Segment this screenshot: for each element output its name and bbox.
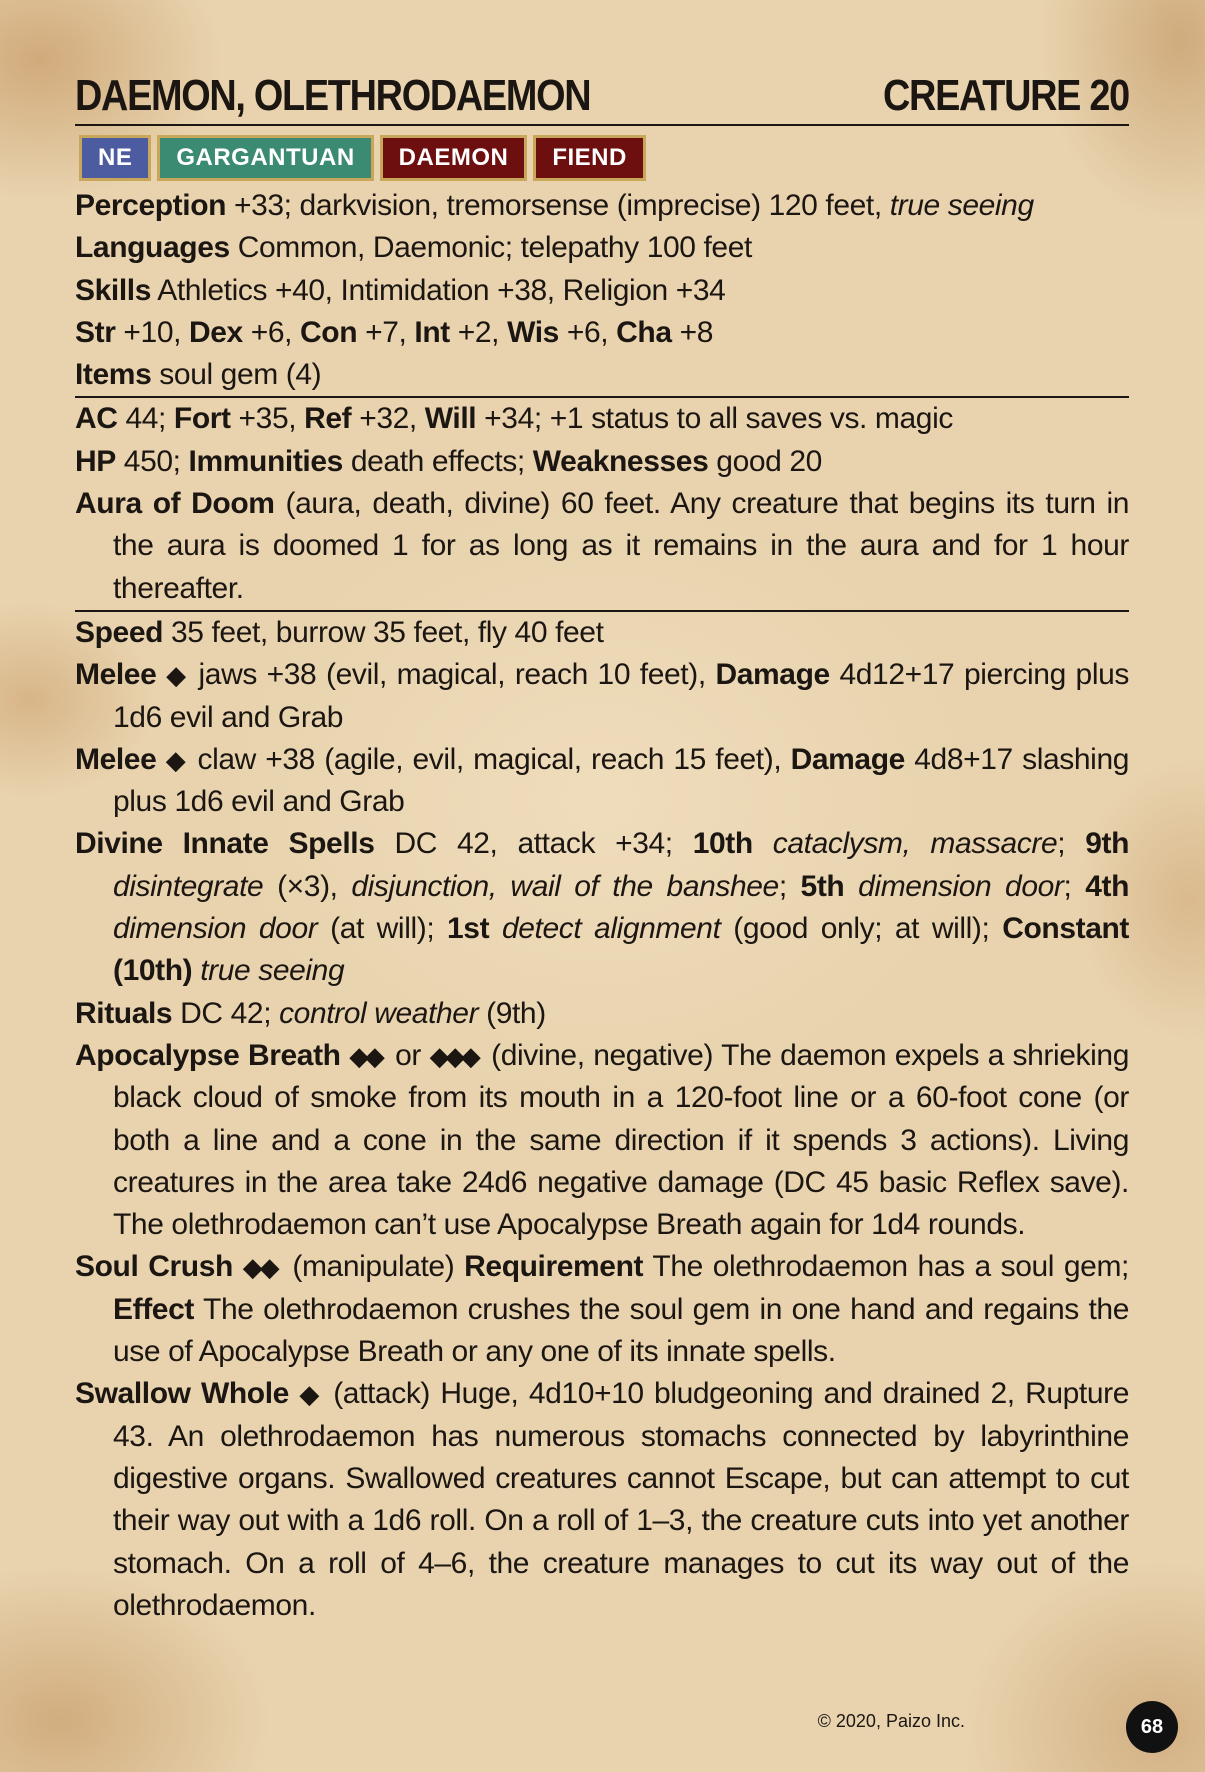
will-value: +34; +1 status to all saves vs. magic <box>476 402 953 436</box>
two-action-icon: ◆◆ <box>242 1252 277 1283</box>
three-action-icon: ◆◆◆ <box>429 1040 477 1071</box>
innate-spells <box>75 823 1129 992</box>
spell-rank: Constant (10th) <box>113 912 1129 988</box>
speed-text: 35 feet, burrow 35 feet, fly 40 feet <box>163 615 604 649</box>
immunities-label: Immunities <box>188 444 343 478</box>
perception-line <box>75 185 1129 227</box>
melee-claw <box>75 739 1129 824</box>
defenses-line <box>75 398 1129 440</box>
copyright-notice: © 2020, Paizo Inc. <box>817 1711 965 1731</box>
ability-name: Swallow Whole <box>75 1377 289 1411</box>
ref-label: Ref <box>304 402 352 436</box>
damage-text: 4d8+17 slashing plus 1d6 evil and Grab <box>113 742 1130 819</box>
single-action-icon: ◆ <box>299 1379 317 1410</box>
weaknesses-value: good 20 <box>708 444 822 478</box>
spell-separator: ; <box>1063 869 1086 903</box>
ability-value: +7, <box>357 315 415 349</box>
items-line <box>75 354 1129 396</box>
soul-crush <box>75 1246 1129 1373</box>
ability-text: (divine, negative) The daemon expels a shrieking black cloud of smoke from its mouth in a 120-foot line or a 60-foot cone (or both a line and a cone in the same direction if it spends 3 actions). Living creatures in the area take 24d6 negative damage (DC 45 basic Reflex save). The olethrodaemon can’t use Apocalypse Breath again for 1d4 rounds. <box>113 1038 1129 1242</box>
spell-list: true seeing <box>200 954 345 988</box>
swallow-whole <box>75 1373 1129 1627</box>
ability-label: Int <box>414 315 450 349</box>
melee-jaws <box>75 654 1129 739</box>
ac-label: AC <box>75 402 118 436</box>
ac-value: 44; <box>117 402 174 436</box>
ability-name: Soul Crush <box>75 1250 233 1284</box>
trait-size-badge: GARGANTUAN <box>157 135 373 181</box>
fort-value: +35, <box>230 402 305 436</box>
skills-label: Skills <box>75 273 151 307</box>
spells-intro: DC 42, attack +34; <box>374 827 693 861</box>
ability-label: Str <box>75 315 116 349</box>
immunities-value: death effects; <box>342 444 533 478</box>
creature-level: CREATURE 20 <box>883 71 1129 120</box>
title-row <box>75 70 1129 126</box>
ritual-name: control weather <box>279 996 479 1030</box>
two-action-icon: ◆◆ <box>349 1040 381 1071</box>
effect-text: The olethrodaemon crushes the soul gem in one hand and regains the use of Apocalypse Breath or any one of its innate spells. <box>113 1292 1129 1369</box>
weaknesses-label: Weaknesses <box>532 444 709 478</box>
ability-label: Dex <box>188 315 243 349</box>
damage-text: 4d12+17 piercing plus 1d6 evil and Grab <box>113 658 1129 734</box>
damage-label: Damage <box>790 742 905 776</box>
spell-separator: (at will); <box>317 912 448 946</box>
items-label: Items <box>75 358 152 392</box>
ability-label: Cha <box>616 315 672 349</box>
rituals-line <box>75 993 1129 1035</box>
ability-scores-line <box>75 312 1129 354</box>
items-text: soul gem (4) <box>151 358 322 392</box>
speed-label: Speed <box>75 615 164 649</box>
effect-label: Effect <box>113 1292 194 1326</box>
melee-text: jaws +38 (evil, magical, reach 10 feet), <box>188 658 716 692</box>
ability-value: +6, <box>242 315 301 349</box>
ability-value: +8 <box>671 315 713 349</box>
languages-label: Languages <box>75 231 230 265</box>
ref-value: +32, <box>351 402 425 436</box>
spell-list: detect alignment <box>501 912 721 946</box>
damage-label: Damage <box>715 658 830 692</box>
spell-separator: (good only; at will); <box>720 912 1003 946</box>
ability-value: +6, <box>558 315 617 349</box>
ability-text: (attack) Huge, 4d10+10 bludgeoning and drained 2, Rupture 43. An olethrodaemon has numerous stomachs connected by labyrinthine digestive organs. Swallowed creatures cannot Escape, but can attempt to cut their way out with a 1d6 roll. On a roll of 1–3, the creature cuts into yet another stomach. On a roll of 4–6, the creature manages to cut its way out of the olethrodaemon. <box>113 1377 1129 1622</box>
hp-label: HP <box>75 444 116 478</box>
spell-rank: 4th <box>1085 869 1130 903</box>
skills-text: Athletics +40, Intimidation +38, Religion +34 <box>150 273 726 307</box>
ability-value: +2, <box>449 315 508 349</box>
ability-text: (manipulate) <box>282 1250 465 1284</box>
ability-label: Con <box>300 315 358 349</box>
melee-text: claw +38 (agile, evil, magical, reach 15 feet), <box>188 742 791 776</box>
rituals-text: DC 42; <box>172 996 280 1030</box>
perception-text: +33; darkvision, tremorsense (imprecise) 120 feet, <box>226 189 890 222</box>
spell-list: disjunction, wail of the banshee <box>351 869 779 903</box>
stat-block <box>75 70 1129 1627</box>
perception-label: Perception <box>75 189 227 222</box>
spell-rank: 1st <box>447 912 490 946</box>
spell-rank: 10th <box>692 827 753 861</box>
trait-list <box>79 135 1129 181</box>
trait-alignment-badge: NE <box>79 135 151 181</box>
rituals-label: Rituals <box>75 996 173 1030</box>
languages-text: Common, Daemonic; telepathy 100 feet <box>229 231 752 265</box>
hp-line <box>75 441 1129 483</box>
spell-list: cataclysm, massacre <box>772 827 1058 861</box>
spell-rank: 9th <box>1085 827 1130 861</box>
will-label: Will <box>424 402 477 436</box>
ability-value: +10, <box>115 315 189 349</box>
fort-label: Fort <box>173 402 231 436</box>
single-action-icon: ◆ <box>165 744 183 775</box>
languages-line <box>75 227 1129 269</box>
spell-list: dimension door <box>113 912 318 946</box>
spell-separator: ; <box>1057 827 1086 861</box>
or-text: or <box>386 1038 430 1072</box>
perception-sense: true seeing <box>889 189 1034 222</box>
aura-ability <box>75 483 1129 610</box>
spell-list: dimension door <box>858 869 1064 903</box>
spell-list: disintegrate <box>113 869 264 903</box>
ability-name: Apocalypse Breath <box>75 1038 341 1072</box>
spell-separator: ; <box>778 869 801 903</box>
hp-value: 450; <box>115 444 189 478</box>
apocalypse-breath <box>75 1035 1129 1246</box>
creature-name: DAEMON, OLETHRODAEMON <box>75 71 591 120</box>
skills-line <box>75 270 1129 312</box>
trait-badge: FIEND <box>533 135 646 181</box>
single-action-icon: ◆ <box>166 660 183 691</box>
aura-label: Aura of Doom <box>75 487 275 521</box>
melee-label: Melee <box>75 742 157 776</box>
aura-text: (aura, death, divine) 60 feet. Any creature that begins its turn in the aura is doomed 1 for as long as it remains in the aura and for 1 hour thereafter. <box>113 487 1130 605</box>
spell-rank: 5th <box>800 869 845 903</box>
requirement-text: The olethrodaemon has a soul gem; <box>643 1250 1129 1284</box>
melee-label: Melee <box>75 658 157 692</box>
page-number-badge: 68 <box>1126 1701 1178 1753</box>
spell-separator: (×3), <box>263 869 352 903</box>
speed-line <box>75 612 1129 654</box>
ritual-rank: (9th) <box>478 996 546 1030</box>
trait-badge: DAEMON <box>380 135 528 181</box>
requirement-label: Requirement <box>464 1250 644 1284</box>
ability-label: Wis <box>507 315 559 349</box>
spells-label: Divine Innate Spells <box>75 827 375 861</box>
